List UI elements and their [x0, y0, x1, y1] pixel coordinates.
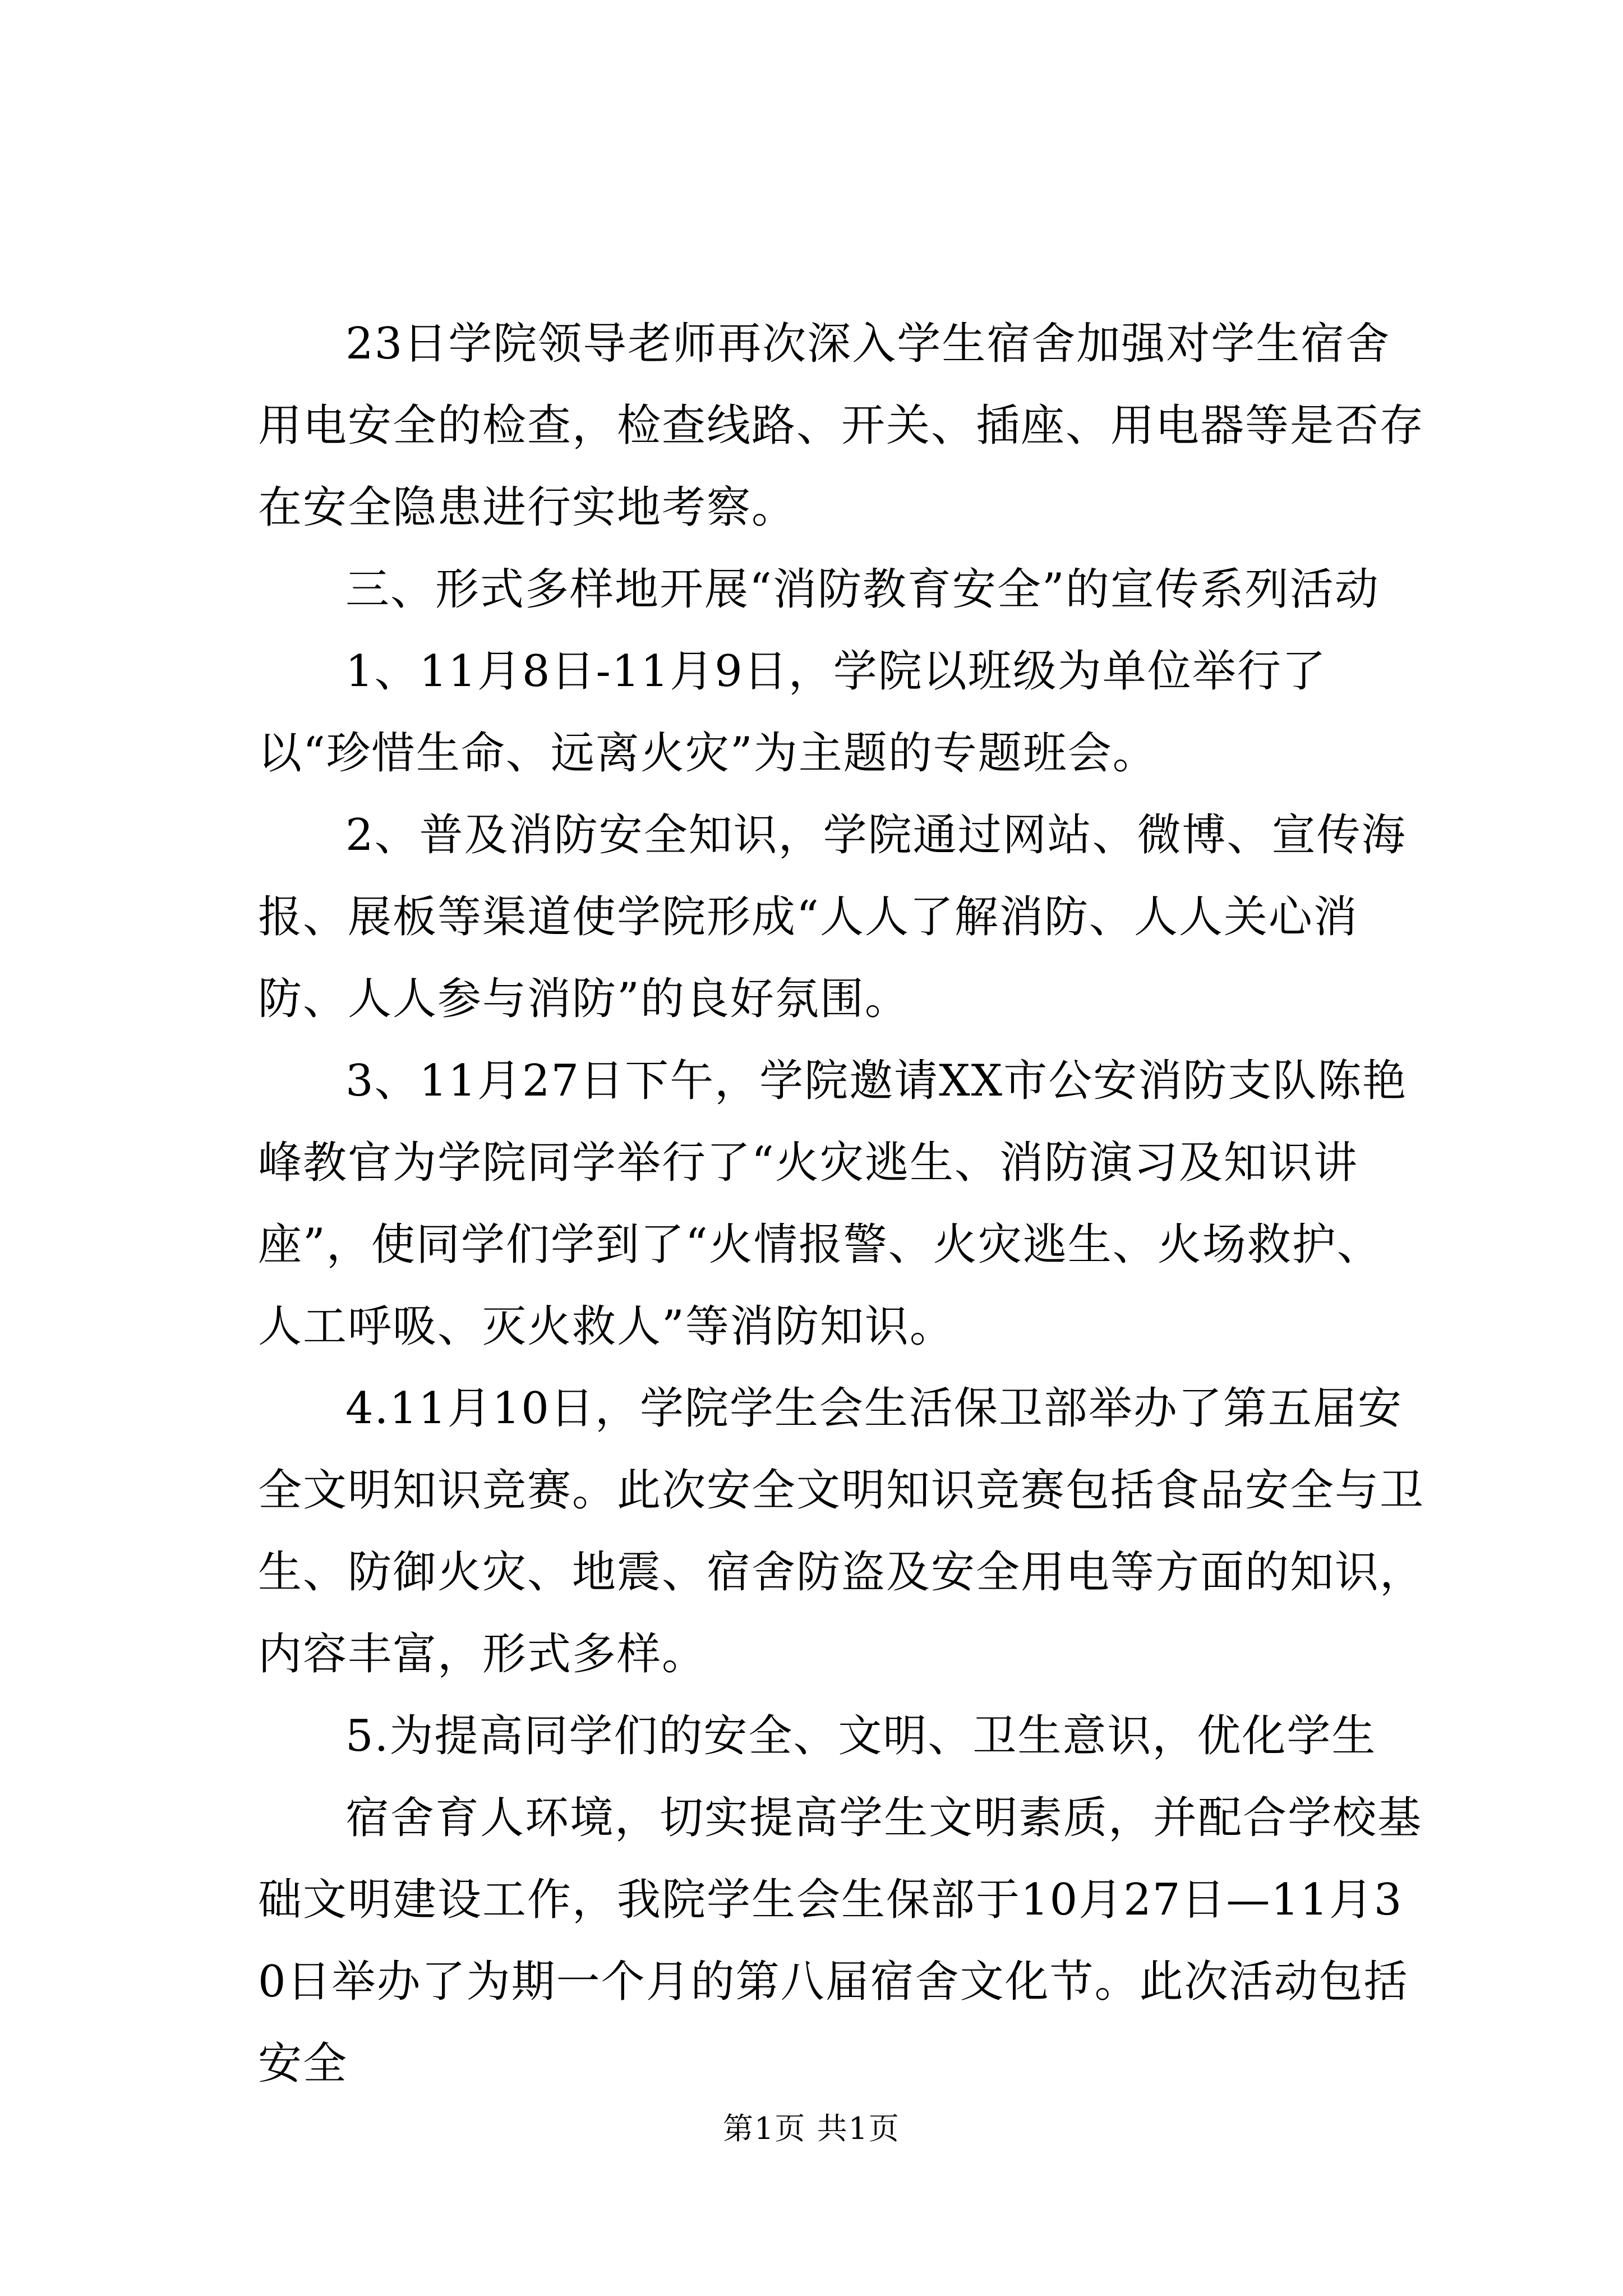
- paragraph-dorm-culture-festival: 宿舍育人环境，切实提高学生文明素质，并配合学校基础文明建设工作，我院学生会生保部于10月27日—11月30日举办了为期一个月的第八届宿舍文化节。此次活动包括安全: [258, 1793, 1423, 2089]
- section-heading-fire-education: 三、形式多样地开展“消防教育安全”的宣传系列活动: [345, 564, 1380, 615]
- paragraph-fire-knowledge: 2、普及消防安全知识，学院通过网站、微博、宣传海报、展板等渠道使学院形成“人人了解消防、人人关心消防、人人参与消防”的良好氛围。: [258, 810, 1407, 1024]
- paragraph-class-meeting: 1、11月8日-11月9日，学院以班级为单位举行了以“珍惜生命、远离火灾”为主题的专题班会。: [258, 646, 1327, 779]
- document-body: [258, 303, 1424, 2105]
- paragraph-fire-lecture: 3、11月27日下午，学院邀请XX市公安消防支队陈艳峰教官为学院同学举行了“火灾逃生、消防演习及知识讲座”，使同学们学到了“火情报警、火灾逃生、火场救护、人工呼吸、灭火救人”等消防知识。: [258, 1056, 1408, 1352]
- page-footer: 第1页 共1页: [723, 2111, 900, 2146]
- paragraph-safety-contest: 4.11月10日，学院学生会生活保卫部举办了第五届安全文明知识竞赛。此次安全文明知识竞赛包括食品安全与卫生、防御火灾、地震、宿舍防盗及安全用电等方面的知识，内容丰富，形式多样。: [258, 1383, 1425, 1680]
- paragraph-awareness: 5.为提高同学们的安全、文明、卫生意识，优化学生: [345, 1711, 1377, 1761]
- paragraph-dorm-inspection: 23日学院领导老师再次深入学生宿舍加强对学生宿舍用电安全的检查，检查线路、开关、插座、用电器等是否存在安全隐患进行实地考察。: [258, 319, 1425, 533]
